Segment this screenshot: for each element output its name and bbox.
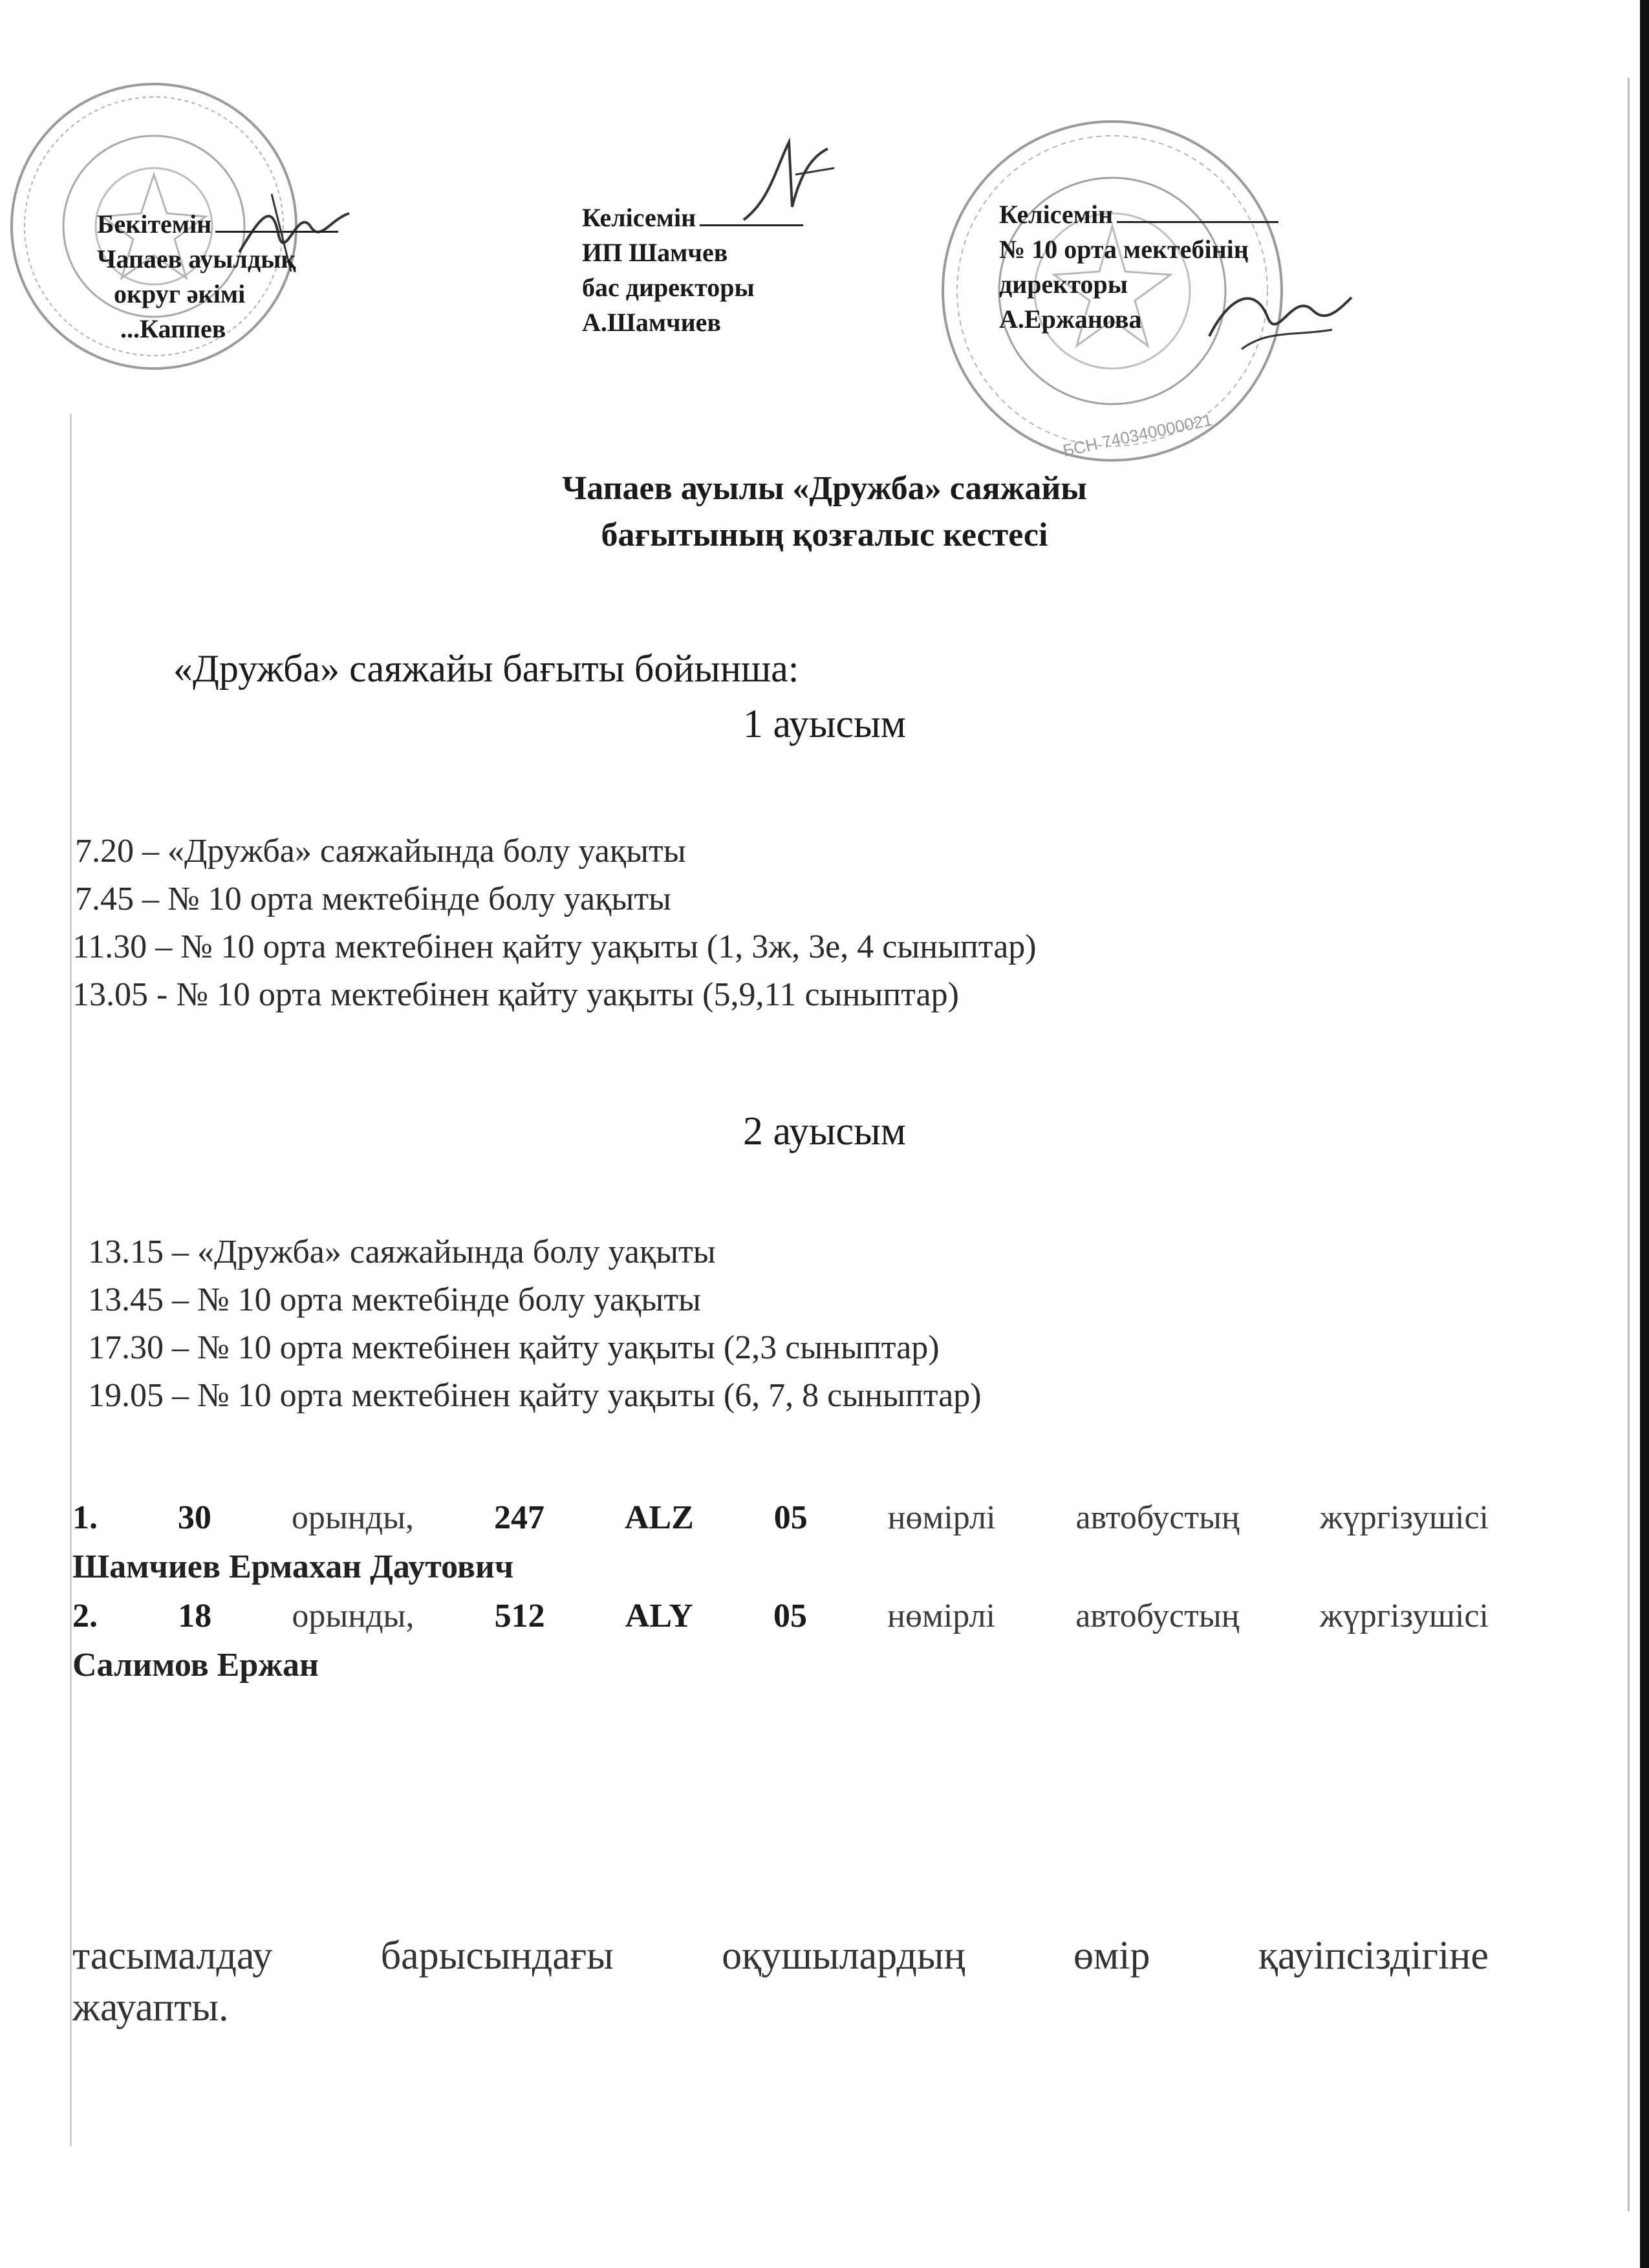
driver-2-plate-c: 05: [773, 1598, 807, 1634]
resp-word: барысындағы: [380, 1934, 614, 1978]
driver-2-name: Салимов Ержан: [72, 1647, 319, 1684]
driver-2-word1: нөмірлі: [887, 1598, 996, 1634]
driver-1-word1: нөмірлі: [887, 1499, 996, 1536]
shift2-label: 2 ауысым: [743, 1109, 906, 1153]
driver-1-plate-a: 247: [493, 1499, 544, 1536]
approval-ip-line2: ИП Шамчев: [582, 238, 728, 267]
schedule-row: 7.45 – № 10 орта мектебінде болу уақыты: [75, 881, 671, 917]
approval-school-line1: Келісемін: [999, 197, 1278, 232]
driver-2-word2: автобустың: [1075, 1598, 1240, 1634]
shift1-label: 1 ауысым: [743, 702, 906, 746]
resp-word: тасымалдау: [72, 1934, 273, 1978]
schedule-row: 13.45 – № 10 орта мектебінде болу уақыты: [88, 1281, 701, 1318]
schedule-row: 17.30 – № 10 орта мектебінен қайту уақыты (2,3 сыныптар): [88, 1329, 940, 1366]
approval-akim-line2: Чапаев ауылдық: [97, 244, 296, 273]
resp-word: өмір: [1073, 1934, 1150, 1978]
schedule-row: 7.20 – «Дружба» саяжайында болу уақыты: [75, 833, 686, 870]
document-title-line2: бағытының қозғалыс кестесі: [601, 517, 1048, 553]
approval-akim-line4: ...Каппев: [120, 314, 226, 343]
scan-margin-line: [70, 414, 72, 2146]
shift2-schedule: [88, 1228, 982, 1420]
schedule-row: 13.05 - № 10 орта мектебінен қайту уақыты (5,9,11 сыныптар): [72, 976, 959, 1013]
driver-1-plate-b: ALZ: [624, 1499, 694, 1536]
driver-2-num: 2.: [72, 1598, 98, 1634]
driver-1-word2: автобустың: [1075, 1499, 1240, 1536]
document-title: [0, 465, 1649, 559]
seal-bin-text: БСН 740340000021: [1061, 409, 1214, 461]
driver-1-seats-word: орынды,: [291, 1499, 415, 1536]
approval-akim-line3: округ әкімі: [114, 279, 246, 308]
resp-word: қауіпсіздігіне: [1258, 1934, 1489, 1978]
approval-school-line4: А.Ержанова: [999, 305, 1142, 334]
responsibility-line1: [72, 1930, 1489, 1982]
approval-akim: [97, 207, 338, 347]
driver-1-name: Шамчиев Ермахан Даутович: [72, 1548, 514, 1585]
driver-list: [72, 1493, 1489, 1690]
approval-ip-line3: бас директоры: [582, 273, 755, 302]
shift1-schedule: [72, 828, 1037, 1019]
driver-2-line: [72, 1592, 1489, 1641]
approval-school-line3: директоры: [999, 270, 1128, 299]
approval-school-director: [999, 197, 1278, 337]
schedule-row: 19.05 – № 10 орта мектебінен қайту уақыты (6, 7, 8 сыныптар): [88, 1377, 982, 1414]
resp-word: оқушылардың: [722, 1934, 965, 1978]
driver-1-word3: жүргізушісі: [1319, 1499, 1489, 1536]
route-heading: «Дружба» саяжайы бағыты бойынша:: [173, 647, 799, 690]
approval-akim-line1: Бекітемін: [97, 207, 338, 242]
approval-ip-line4: А.Шамчиев: [582, 308, 722, 337]
approval-ip-director: [582, 200, 803, 340]
driver-2-plate-b: ALY: [625, 1598, 693, 1634]
driver-2-seats: 18: [178, 1598, 212, 1634]
driver-1-seats: 30: [177, 1499, 211, 1536]
responsibility-text: [72, 1930, 1489, 2033]
driver-2-word3: жүргізушісі: [1319, 1598, 1489, 1634]
approval-school-line2: № 10 орта мектебінің: [999, 235, 1249, 264]
document-title-line1: Чапаев ауылы «Дружба» саяжайы: [562, 470, 1087, 507]
schedule-row: 13.15 – «Дружба» саяжайында болу уақыты: [88, 1234, 716, 1270]
driver-1-num: 1.: [72, 1499, 98, 1536]
driver-2-seats-word: орынды,: [292, 1598, 415, 1634]
driver-2-plate-a: 512: [494, 1598, 545, 1634]
driver-1-line: [72, 1493, 1489, 1543]
driver-1-plate-c: 05: [773, 1499, 808, 1536]
schedule-row: 11.30 – № 10 орта мектебінен қайту уақыты (1, 3ж, 3е, 4 сыныптар): [72, 928, 1037, 965]
responsibility-line2: жауапты.: [72, 1985, 229, 2029]
approval-ip-line1: Келісемін: [582, 200, 803, 235]
